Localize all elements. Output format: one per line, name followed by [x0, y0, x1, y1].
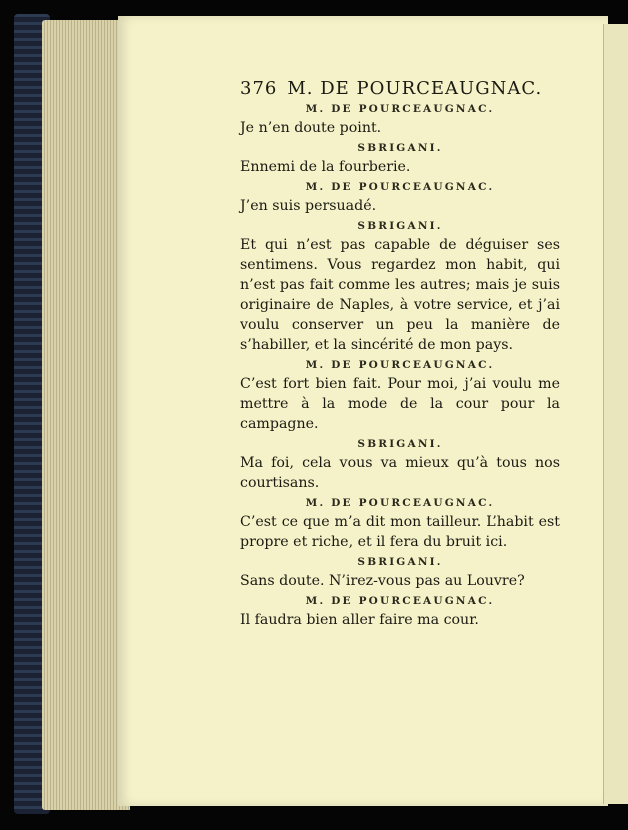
dialogue-line: Je n’en doute point.: [240, 120, 382, 136]
dialogue-line: Ennemi de la fourberie.: [240, 159, 411, 175]
dialogue-line: Ma foi, cela vous va mieux qu’à tous nos courtisans.: [240, 455, 560, 491]
dialogue-line: Il faudra bien aller faire ma cour.: [240, 612, 479, 628]
speaker-name: M. DE POURCEAUGNAC.: [305, 497, 495, 509]
speaker-name: M. DE POURCEAUGNAC.: [305, 181, 495, 193]
dialogue-entry: [240, 220, 560, 355]
speaker-name: SBRIGANI.: [357, 556, 443, 568]
speaker-name: SBRIGANI.: [357, 438, 443, 450]
dialogue-entry: [240, 181, 560, 216]
dialogue-entry: [240, 595, 560, 630]
dialogue-line: J’en suis persuadé.: [240, 198, 377, 214]
running-title: M. DE POURCEAUGNAC.: [287, 78, 543, 99]
speaker-name: M. DE POURCEAUGNAC.: [305, 359, 495, 371]
running-head: [240, 78, 560, 99]
dialogue-entry: [240, 556, 560, 591]
speaker-name: M. DE POURCEAUGNAC.: [305, 595, 495, 607]
dialogue-entry: [240, 142, 560, 177]
dialogue-entry: [240, 438, 560, 493]
dialogue-entry: [240, 103, 560, 138]
page-edges: [42, 20, 130, 810]
dialogue-line: C’est fort bien fait. Pour moi, j’ai voulu me mettre à la mode de la cour pour la campagne.: [240, 376, 560, 432]
facing-page-edge: [603, 24, 628, 804]
dialogue-entry: [240, 497, 560, 552]
speaker-name: SBRIGANI.: [357, 220, 443, 232]
speaker-name: M. DE POURCEAUGNAC.: [305, 103, 495, 115]
dialogue-line: C’est ce que m’a dit mon tailleur. L’habit est propre et riche, et il fera du bruit ici.: [240, 514, 560, 550]
dialogue-entry: [240, 359, 560, 434]
dialogue-line: Sans doute. N’irez-vous pas au Louvre?: [240, 573, 525, 589]
dialogue-line: Et qui n’est pas capable de déguiser ses sentimens. Vous regardez mon habit, qui n’est pas fait comme les autres; mais je suis originaire de Naples, à votre service, et j’ai voulu conserver un peu la manière de s’habiller, et la sincérité de mon pays.: [240, 237, 560, 353]
speaker-name: SBRIGANI.: [357, 142, 443, 154]
page-number: 376: [240, 78, 278, 99]
page-text: [240, 78, 560, 634]
